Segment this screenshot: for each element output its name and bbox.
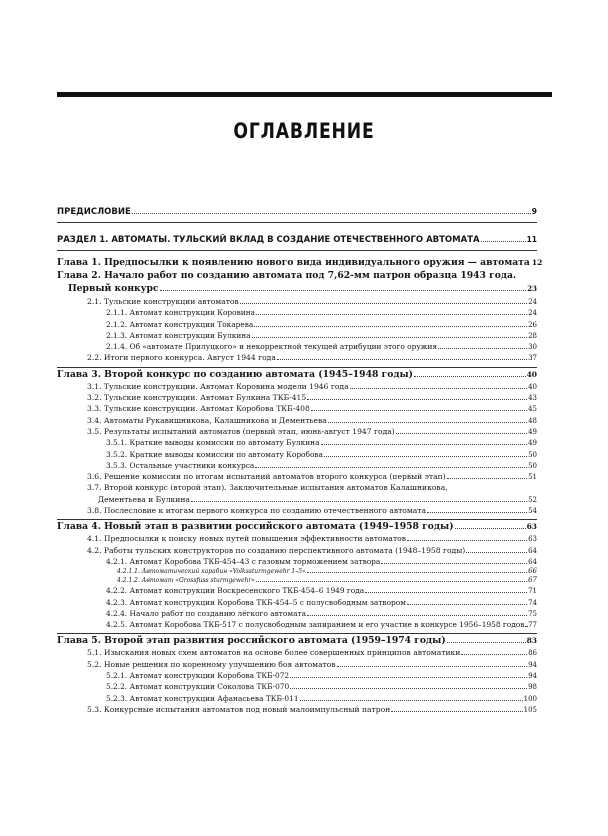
toc-entry-title: 2.2. Итоги первого конкурса. Август 1944 года: [87, 353, 276, 363]
toc-entry-title: Глава 1. Предпосылки к появлению нового вида индивидуального оружия — автомата: [57, 257, 530, 268]
toc-entry-page: 51: [528, 473, 537, 482]
toc-entry[interactable]: [57, 368, 537, 381]
toc-entry-page: 50: [528, 461, 537, 470]
toc-entry[interactable]: [57, 426, 537, 437]
toc-entry[interactable]: [57, 205, 537, 219]
toc-entry-title: 3.4. Автоматы Рукавишникова, Калашникова и Дементьева: [87, 415, 327, 425]
toc-entry-page: 54: [528, 507, 537, 516]
toc-entry[interactable]: [57, 647, 537, 658]
page-title: ОГЛАВЛЕНИЕ: [233, 119, 375, 143]
spacer: [57, 223, 537, 233]
table-of-contents: [57, 205, 543, 715]
dot-leader: [481, 234, 526, 242]
dot-leader: [427, 506, 527, 513]
toc-entry-page: 66: [528, 567, 537, 576]
dot-leader: [290, 682, 527, 689]
dot-leader: [381, 557, 527, 564]
toc-entry-title: 3.5.3. Остальные участники конкурса: [106, 460, 255, 470]
dot-leader: [311, 404, 527, 411]
toc-entry[interactable]: [57, 545, 537, 556]
dot-leader: [438, 342, 527, 349]
toc-entry-page: 74: [528, 598, 537, 607]
toc-entry[interactable]: [57, 403, 537, 414]
toc-entry-title: 3.1. Тульские конструкции. Автомат Коровина модели 1946 года: [87, 381, 349, 391]
dot-leader: [525, 620, 527, 627]
toc-entry[interactable]: [57, 471, 537, 482]
toc-entry-title: 3.5. Результаты испытаний автоматов (первый этап, июнь-август 1947 года): [87, 426, 395, 436]
dot-leader: [256, 576, 527, 582]
toc-entry-title: Первый конкурс: [68, 283, 159, 294]
toc-entry-title: 4.2.1.2. Автомат «Grossfuss sturmgewehr»: [117, 577, 255, 585]
toc-entry[interactable]: [57, 460, 537, 471]
toc-entry-page: 63: [526, 522, 537, 532]
toc-entry-title: 5.2. Новые решения по коренному улучшению боя автоматов: [87, 659, 336, 669]
toc-entry[interactable]: [57, 449, 537, 460]
toc-entry-title: 2.1.1. Автомат конструкции Коровина: [106, 308, 256, 318]
toc-entry-title: ПРЕДИСЛОВИЕ: [57, 207, 131, 217]
dot-leader: [256, 308, 527, 315]
toc-entry[interactable]: [57, 693, 537, 704]
toc-entry-page: 100: [523, 694, 537, 703]
toc-entry-title: 2.1.2. Автомат конструкции Токарева: [106, 319, 254, 329]
toc-entry-title: 3.3. Тульские конструкции. Автомат Коробова ТКБ-408: [87, 404, 310, 414]
toc-entry-title: Глава 5. Второй этап развития российского автомата (1959–1974 годы): [57, 635, 446, 647]
toc-entry-title: 3.5.2. Краткие выводы комиссии по автомату Коробова: [106, 449, 323, 459]
dot-leader: [447, 635, 526, 643]
toc-entry-page: 98: [528, 683, 537, 692]
dot-leader: [191, 495, 527, 502]
toc-entry[interactable]: [57, 392, 537, 403]
toc-entry-title: РАЗДЕЛ 1. АВТОМАТЫ. ТУЛЬСКИЙ ВКЛАД В СОЗДАНИЕ ОТЕЧЕСТВЕННОГО АВТОМАТА: [57, 235, 480, 245]
toc-entry-title: 3.5.1. Краткие выводы комиссии по автомату Булкина: [106, 438, 320, 448]
toc-entry[interactable]: [57, 619, 537, 630]
toc-entry[interactable]: [57, 520, 537, 533]
dot-leader: [290, 671, 527, 678]
toc-entry[interactable]: [57, 233, 537, 247]
toc-entry-page: 83: [526, 636, 537, 646]
toc-entry-page: 94: [528, 660, 537, 669]
toc-entry-page: 37: [528, 354, 537, 363]
toc-entry-page: 77: [528, 621, 537, 630]
toc-entry[interactable]: [57, 282, 537, 296]
toc-entry-page: 45: [528, 405, 537, 414]
dot-leader: [307, 609, 527, 616]
toc-entry-title: 4.2.1. Автомат Коробова ТКБ-454–43 с газовым торможением затвора: [106, 556, 381, 566]
toc-entry-page: 71: [528, 587, 537, 596]
toc-entry[interactable]: [57, 576, 537, 585]
toc-entry[interactable]: [57, 597, 537, 608]
toc-entry-title: 5.1. Изыскания новых схем автоматов на основе более совершенных принципов автоматики: [87, 648, 461, 658]
toc-entry-title: 5.2.1. Автомат конструкции Коробова ТКБ-072: [106, 671, 290, 681]
toc-entry-title: 5.2.3. Автомат конструкции Афанасьева ТКБ-011: [106, 693, 299, 703]
dot-leader: [324, 450, 527, 457]
toc-entry-title: 3.7. Второй конкурс (второй этап). Заключительные испытания автоматов Калашникова,: [87, 483, 448, 493]
toc-entry-page: 49: [528, 427, 537, 436]
dot-leader: [307, 567, 527, 573]
toc-entry-title: 4.2.2. Автомат конструкции Воскресенского ТКБ-454–6 1949 года: [106, 586, 365, 596]
toc-entry[interactable]: [57, 704, 537, 715]
toc-entry[interactable]: [57, 533, 537, 544]
toc-entry-page: 50: [528, 450, 537, 459]
toc-entry[interactable]: [57, 319, 537, 330]
dot-leader: [328, 416, 527, 423]
dot-leader: [160, 283, 527, 291]
toc-entry-title: 4.2. Работы тульских конструкторов по созданию перспективного автомата (1948–1958 годы): [87, 545, 466, 555]
toc-entry-page: 28: [528, 331, 537, 340]
toc-entry-title: 2.1.4. Об «автомате Прилуцкого» и некорректной текущей атрибуции этого оружия: [106, 342, 438, 352]
toc-entry-title: 4.1. Предпосылки к поиску новых путей повышения эффективности автоматов: [87, 534, 406, 544]
toc-entry-page: 11: [526, 235, 537, 244]
toc-entry[interactable]: [57, 681, 537, 692]
toc-entry-title: 3.8. Послесловие к итогам первого конкурса по созданию отечественного автомата: [87, 506, 427, 516]
toc-entry-page: 40: [528, 382, 537, 391]
toc-entry-title: Глава 4. Новый этап в развитии российского автомата (1949–1958 годы): [57, 521, 454, 533]
toc-entry-page: 40: [526, 369, 537, 379]
toc-entry-page: 64: [528, 546, 537, 555]
dot-leader: [132, 206, 531, 214]
toc-entry-page: 63: [528, 535, 537, 544]
toc-entry-page: 26: [528, 320, 537, 329]
dot-leader: [321, 438, 528, 445]
dot-leader: [407, 534, 527, 541]
toc-entry[interactable]: [57, 556, 537, 567]
toc-entry-page: 64: [528, 557, 537, 566]
toc-entry-page: 9: [531, 207, 537, 216]
dot-leader: [455, 521, 526, 529]
toc-entry[interactable]: [57, 256, 543, 269]
dot-leader: [365, 586, 527, 593]
toc-entry-title: Дементьева и Булкина: [98, 494, 190, 504]
toc-entry[interactable]: [57, 634, 537, 647]
dot-leader: [350, 382, 527, 389]
toc-entry[interactable]: [57, 415, 537, 426]
toc-entry[interactable]: [57, 330, 537, 341]
toc-entry-title: 2.1. Тульские конструкции автоматов: [87, 297, 239, 306]
dot-leader: [414, 368, 526, 376]
dot-leader: [466, 546, 527, 553]
toc-entry-page: 67: [528, 576, 537, 585]
toc-entry-title: 5.3. Конкурсные испытания автоматов под новый малоимпульсный патрон: [87, 704, 391, 714]
toc-entry-page: 75: [528, 609, 537, 618]
toc-entry-title: Глава 3. Второй конкурс по созданию автомата (1945–1948 годы): [57, 368, 413, 380]
toc-entry-page: 24: [528, 309, 537, 318]
toc-entry-page: 30: [528, 343, 537, 352]
toc-entry-page: 94: [528, 672, 537, 681]
toc-entry-page: 12: [531, 258, 543, 267]
toc-entry[interactable]: [57, 494, 537, 505]
toc-entry-page: 48: [528, 416, 537, 425]
toc-entry-title: Глава 2. Начало работ по созданию автомата под 7,62-мм патрон образца 1943 года.: [57, 270, 517, 281]
toc-entry[interactable]: [57, 381, 537, 392]
dot-leader: [391, 705, 522, 712]
dot-leader: [300, 694, 523, 701]
dot-leader: [254, 320, 527, 327]
toc-entry-page: 43: [528, 394, 537, 403]
toc-entry[interactable]: [57, 585, 537, 596]
toc-entry[interactable]: [57, 341, 537, 352]
toc-entry-page: 23: [527, 284, 537, 293]
dot-leader: [447, 472, 527, 479]
toc-entry[interactable]: [57, 269, 537, 282]
toc-entry-title: 4.2.4. Начало работ по созданию лёгкого автомата: [106, 608, 306, 618]
dot-leader: [277, 353, 527, 360]
toc-entry-page: 105: [523, 705, 537, 714]
toc-entry[interactable]: [57, 482, 537, 493]
toc-entry[interactable]: [57, 307, 537, 318]
dot-leader: [337, 660, 527, 667]
dot-leader: [307, 393, 527, 400]
toc-entry-title: 4.2.1.1. Автоматический карабин «Volkssturmgewehr 1–5»: [117, 568, 306, 576]
top-rule: [57, 92, 552, 97]
toc-entry-title: 3.2. Тульские конструкции. Автомат Булкина ТКБ-415: [87, 393, 307, 403]
toc-entry[interactable]: [57, 670, 537, 681]
toc-entry[interactable]: [57, 608, 537, 619]
toc-entry[interactable]: [57, 352, 537, 363]
dot-leader: [461, 648, 527, 655]
toc-entry[interactable]: [57, 296, 537, 307]
dot-leader: [396, 427, 527, 434]
toc-entry-page: 52: [528, 495, 537, 504]
toc-entry-page: 86: [528, 649, 537, 658]
toc-entry[interactable]: [57, 659, 537, 670]
toc-entry-title: 4.2.5. Автомат Коробова ТКБ-517 с полусвободным запиранием и его участие в конкурсе 1956–1958 годов: [106, 620, 525, 630]
toc-entry-title: 4.2.3. Автомат конструкции Коробова ТКБ-454–5 с полусвободным затвором: [106, 597, 406, 607]
toc-entry-title: 3.6. Решение комиссии по итогам испытаний автоматов второго конкурса (первый этап): [87, 472, 446, 482]
toc-entry-title: 5.2.2. Автомат конструкции Соколова ТКБ-070: [106, 682, 290, 692]
toc-entry[interactable]: [57, 567, 537, 576]
dot-leader: [252, 331, 527, 338]
toc-entry[interactable]: [57, 437, 537, 448]
toc-entry-title: 2.1.3. Автомат конструкции Булкина: [106, 330, 251, 340]
dot-leader: [255, 461, 527, 468]
toc-entry-page: 24: [528, 298, 537, 306]
toc-entry[interactable]: [57, 505, 537, 516]
dot-leader: [240, 297, 527, 304]
dot-leader: [407, 598, 527, 605]
toc-entry-page: 49: [528, 439, 537, 448]
